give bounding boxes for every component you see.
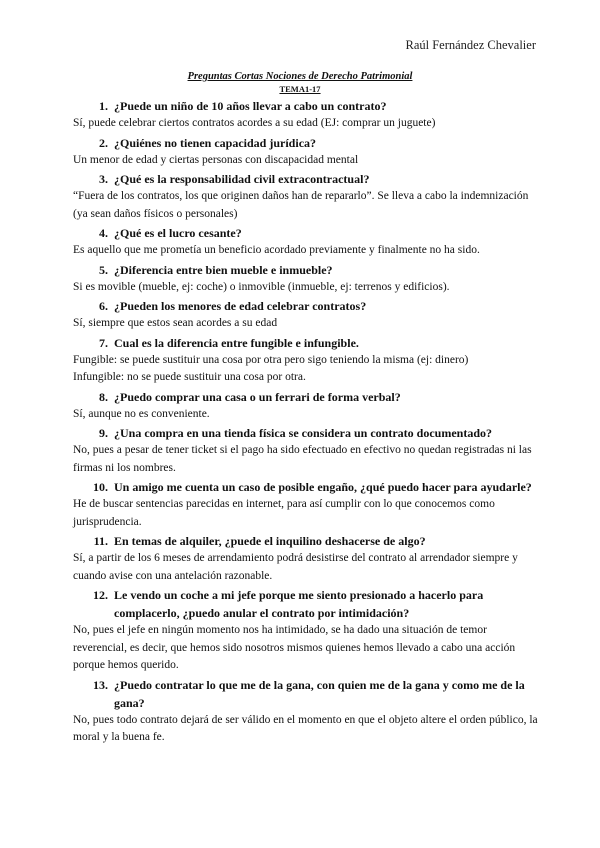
answer-text: Si es movible (mueble, ej: coche) o inmovible (inmueble, ej: terrenos y edificios). <box>73 280 450 293</box>
answer-11 <box>73 550 541 585</box>
answer-text: No, pues todo contrato dejará de ser válido en el momento en que el objeto altere el orden público, la moral y la buena fe. <box>73 713 538 743</box>
question-number: 11. <box>93 534 108 548</box>
answer-6 <box>73 315 541 333</box>
question-text: Un amigo me cuenta un caso de posible engaño, ¿qué puedo hacer para ayudarle? <box>114 480 532 494</box>
question-text: En temas de alquiler, ¿puede el inquilino deshacerse de algo? <box>114 534 426 548</box>
answer-12 <box>73 622 541 675</box>
answer-text: Es aquello que me prometía un beneficio acordado previamente y finalmente no ha sido. <box>73 244 480 256</box>
question-number: 5. <box>99 262 108 277</box>
answer-text: No, pues a pesar de tener ticket si el pago ha sido efectuado en efectivo no quedan registradas ni las firmas ni los nombres. <box>73 444 532 474</box>
document-title: Preguntas Cortas Nociones de Derecho Patrimonial <box>187 71 413 82</box>
question-number: 10. <box>93 480 108 494</box>
question-text: ¿Diferencia entre bien mueble e inmueble? <box>114 262 333 277</box>
question-9 <box>73 424 541 442</box>
question-number: 9. <box>99 426 108 440</box>
answer-text: Un menor de edad y ciertas personas con discapacidad mental <box>73 153 359 166</box>
question-text: ¿Puedo contratar lo que me de la gana, con quien me de la gana y como me de la gana? <box>114 677 525 710</box>
question-number: 7. <box>99 335 108 350</box>
answer-text: Infungible: no se puede sustituir una cosa por otra. <box>73 371 306 383</box>
question-13 <box>73 676 541 712</box>
question-number: 4. <box>99 226 108 240</box>
question-2 <box>73 134 541 152</box>
answer-4 <box>73 242 541 260</box>
question-text: ¿Quiénes no tienen capacidad jurídica? <box>114 135 317 150</box>
question-11 <box>73 532 541 550</box>
answer-10 <box>73 496 541 531</box>
question-number: 3. <box>99 172 108 186</box>
question-text: Cual es la diferencia entre fungible e infungible. <box>114 335 359 350</box>
answer-text: Sí, siempre que estos sean acordes a su edad <box>73 317 278 329</box>
question-text: ¿Pueden los menores de edad celebrar contratos? <box>114 299 367 313</box>
question-text: ¿Puede un niño de 10 años llevar a cabo un contrato? <box>114 99 387 113</box>
question-5 <box>73 261 541 279</box>
answer-5 <box>73 279 541 297</box>
question-number: 1. <box>99 99 108 113</box>
answer-text: “Fuera de los contratos, los que originen daños han de repararlo”. Se lleva a cabo la indemnización (ya sean daños físicos o personales) <box>73 190 529 220</box>
question-number: 12. <box>93 588 108 602</box>
author-name: Raúl Fernández Chevalier <box>405 38 536 52</box>
question-4 <box>73 224 541 242</box>
answer-8 <box>73 406 541 424</box>
question-text: ¿Qué es el lucro cesante? <box>114 226 242 240</box>
answer-7 <box>73 352 541 387</box>
answer-text: Sí, aunque no es conveniente. <box>73 407 210 420</box>
answer-text: Sí, puede celebrar ciertos contratos acordes a su edad (EJ: comprar un juguete) <box>73 117 436 129</box>
document-subtitle: TEMA1-17 <box>279 84 321 94</box>
question-text: Le vendo un coche a mi jefe porque me siento presionado a hacerlo para complacerlo, ¿puedo anular el contrato por intimidación? <box>114 588 484 620</box>
answer-3 <box>73 188 541 223</box>
question-list <box>73 96 541 747</box>
question-number: 6. <box>99 299 108 313</box>
question-6 <box>73 297 541 315</box>
answer-1 <box>73 115 541 133</box>
answer-9 <box>73 442 541 477</box>
question-3 <box>73 170 541 188</box>
question-text: ¿Qué es la responsabilidad civil extracontractual? <box>114 172 370 186</box>
question-number: 13. <box>93 677 108 692</box>
answer-text: Sí, a partir de los 6 meses de arrendamiento podrá desistirse del contrato al arrendador siempre y cuando avise con una antelación razonable. <box>73 552 518 582</box>
question-12 <box>73 586 541 622</box>
question-7 <box>73 334 541 352</box>
question-text: ¿Una compra en una tienda física se considera un contrato documentado? <box>114 426 493 440</box>
question-text: ¿Puedo comprar una casa o un ferrari de forma verbal? <box>114 389 401 404</box>
question-10 <box>73 478 541 496</box>
question-number: 8. <box>99 389 108 404</box>
answer-2 <box>73 152 541 170</box>
question-number: 2. <box>99 135 108 150</box>
answer-text: Fungible: se puede sustituir una cosa por otra pero sigo teniendo la misma (ej: dinero) <box>73 353 469 366</box>
answer-text: No, pues el jefe en ningún momento nos ha intimidado, se ha dado una situación de temor reverencial, es decir, que hemos sido nosotros mismos quienes hemos llevado a cabo una acción porque hemos querido. <box>73 624 516 671</box>
answer-text: He de buscar sentencias parecidas en internet, para así cumplir con lo que conocemos como jurisprudencia. <box>73 498 495 528</box>
answer-13 <box>73 712 541 747</box>
question-8 <box>73 388 541 406</box>
question-1 <box>73 97 541 115</box>
